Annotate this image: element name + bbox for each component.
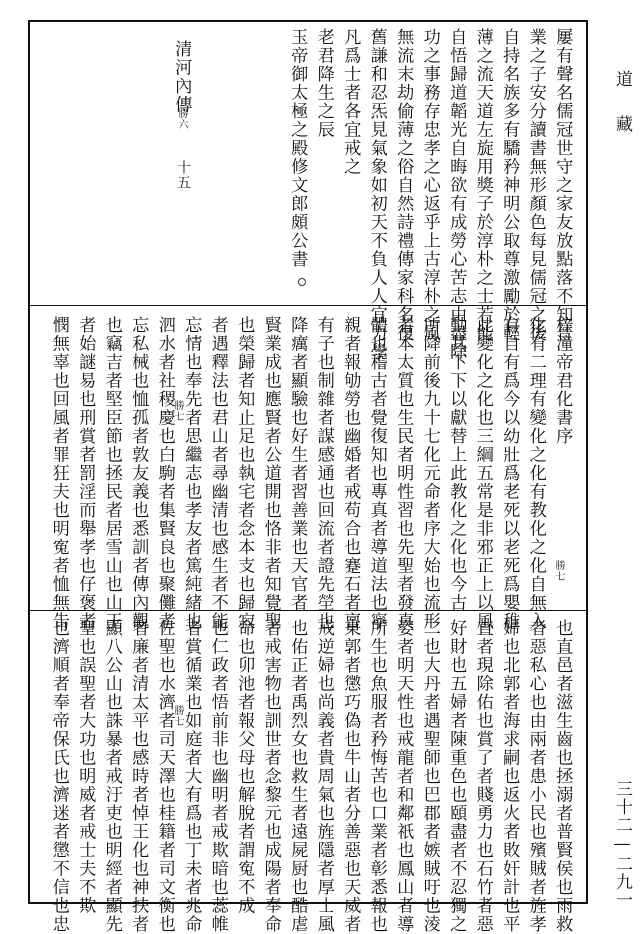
text-column: 者本太質也生民者明性習也先聖者發真 xyxy=(393,316,414,631)
text-column: 者惡私心也由兩者患小民也殯賊者旌孝 xyxy=(525,619,546,934)
text-column: 忘私械也恤孤者敦友義也悉訓者傳內觀 xyxy=(128,316,149,631)
text-column: 梓潼帝君化書序 xyxy=(552,316,573,446)
band-1-label: 勝六 xyxy=(176,108,187,131)
band-1-page-mark: 十五 xyxy=(175,160,191,191)
text-column: 也竊吉者堅臣節也拯民者居雪山也山王 xyxy=(101,316,122,631)
text-column: 二也大丹者遇聖師也巴郡者嫉賊吁也淩 xyxy=(419,619,440,934)
text-column: 凡爲士者各宜戒之 xyxy=(340,28,361,176)
text-column: 有子也制雜者謀感通也回流者證先塋也 xyxy=(313,316,334,631)
text-column: 也濟順者奉帝保氏也濟迷者懲不信也忠 xyxy=(48,619,69,934)
text-column: 者始謎易也刑賞者罰淫而舉孝也仔褒者 xyxy=(75,316,96,631)
text-column: 婦也北郭者海求嗣也返火者敗奸計也平 xyxy=(499,619,520,934)
band-3-label-mid: 勝七 xyxy=(172,705,183,728)
text-column: 化有二理有變化之化有教化之化自無入 xyxy=(525,316,546,631)
band-1-title: 清河內傳 xyxy=(171,40,192,114)
text-column: 所生也魚服者矜悔苦也口業者彰悉報也 xyxy=(366,619,387,934)
text-column: 忘情也奉先者思繼志也孝友者篤純緒也 xyxy=(181,316,202,631)
text-column: 此變化之化也三綱五常是非邪正上以風 xyxy=(472,316,493,631)
text-column: 好財也五婦者陳重色也頤盡者不忍獨之 xyxy=(446,619,467,934)
text-column: 東郭者懲巧偽也牛山者分善惡也天威者 xyxy=(340,619,361,934)
text-column: 聖也誤聖者大功也明威者戒士夫不欺 xyxy=(75,619,96,915)
text-column: 顯八公山也誅暴者戒汙吏也明經者顯先 xyxy=(101,619,122,934)
text-column: 者戒害物也訓世者念黎元也成陽者奉命 xyxy=(260,619,281,934)
text-column: 也榮歸者知止足也執宅者念本支也歸寂 xyxy=(234,316,255,631)
text-column: 降癘者顯驗也好生者習善業也天官者 xyxy=(287,316,308,612)
text-column: 也仁政者悟前非也幽明者戒欺暗也蕊帷 xyxy=(207,619,228,934)
text-column: 所降前後九十七化元命者序大始也流形 xyxy=(419,316,440,631)
text-column: 舊謙和忍炁見氣象如初天不負人人宜力學 xyxy=(366,28,387,361)
text-column: 戒逆婦也尚義者貴周氣也旌隱者厚士風 xyxy=(313,619,334,934)
text-column: 體也稽古者覺復知也專真者導道法也寧 xyxy=(366,316,387,631)
text-column: 姿者明天性也戒龍者和鄰祇也鳳山者導 xyxy=(393,619,414,934)
text-column: 自持名族多有驕矜神明公取尊激勵於輕 xyxy=(499,28,520,343)
text-column: 親者報劬勞也幽婚者戒苟合也蹇石者亶 xyxy=(340,316,361,631)
text-column: 有自有爲今以幼壯爲老死以老死爲嬰稚 xyxy=(499,316,520,631)
text-column: 業之子安分讀書無形顏色每見儒冠之後 xyxy=(525,28,546,343)
margin-collection-title: 道藏 xyxy=(612,70,632,160)
text-column: 者廉者清太平也感時者悼王化也神扶者 xyxy=(128,619,149,934)
text-column: 功之事務存忠孝之心返乎上古淳朴之風 xyxy=(419,28,440,343)
text-column: 佐聖也水濟者司天澤也桂籍者司文衡也 xyxy=(154,619,175,934)
text-column: 薄之流天道左旋用獎子於淳朴之士若能 xyxy=(472,28,493,343)
text-column: 者賞循業也如庭者大有爲也丁未者兆命 xyxy=(181,619,202,934)
text-column: 也直邑者滋生齒也拯溺者普賢侯也雨救 xyxy=(552,619,573,934)
band-2-label-mid: 勝七 xyxy=(172,400,183,423)
text-column: 也佑正者禹烈女也救生者遠屍厨也酷虐 xyxy=(287,619,308,934)
circle-mark xyxy=(298,278,306,286)
text-column: 命也卯池者報父母也解脫者謂寃不成 xyxy=(234,619,255,915)
text-column: 無流末劫偷薄之俗自然詩禮傳家科名復 xyxy=(393,28,414,343)
text-column: 老君降生之辰 xyxy=(313,28,334,139)
text-column: 直者現除佑也賞了者賤勇力也石竹者惡 xyxy=(472,619,493,934)
text-column: 賢業成也應賢者公道開也恪非者知覺聖 xyxy=(260,316,281,631)
text-column: 自悟歸道韜光自晦欲有成勞心苦志由盡除 xyxy=(446,28,467,361)
text-column: 者遇釋法也君山者尋幽清也感生者不能 xyxy=(207,316,228,631)
margin-page-number: 三十二—二九一 xyxy=(612,780,632,909)
text-column: 動其下下以獻替上此教化之化也今古 xyxy=(446,316,467,612)
text-column: 泗水者社稷慶也白駒者集賢良也聚儺者 xyxy=(154,316,175,631)
band-2-label-top: 勝七 xyxy=(553,560,564,583)
text-column: 憫無辜也回風者罪狂夫也明寃者恤無告 xyxy=(48,316,69,631)
text-column: 玉帝御太極之殿修文郎頗公書 xyxy=(287,28,308,269)
text-column: 屢有聲名儒冠世守之家友放點落不知晉 xyxy=(552,28,573,343)
